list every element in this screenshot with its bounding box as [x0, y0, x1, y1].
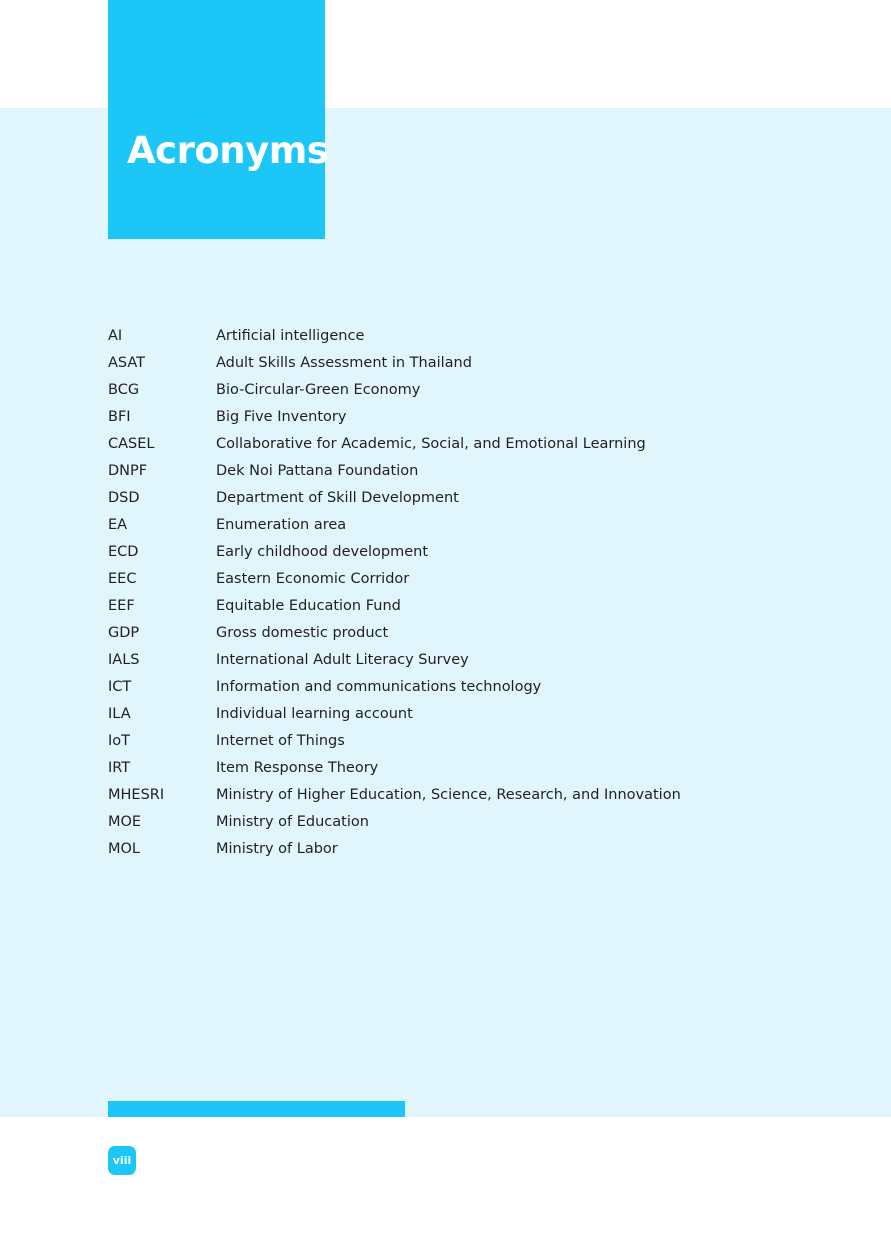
acronym-abbreviation: MOL	[108, 841, 141, 857]
acronym-row	[108, 485, 808, 512]
footer-accent-bar	[108, 1101, 405, 1117]
acronym-abbreviation: IoT	[108, 733, 131, 749]
acronym-row	[108, 782, 808, 809]
acronym-abbreviation: DSD	[108, 490, 140, 506]
acronym-definition: Early childhood development	[216, 544, 429, 560]
acronym-abbreviation: EEF	[108, 598, 135, 614]
acronym-definition: Department of Skill Development	[216, 490, 459, 506]
acronym-abbreviation: BCG	[108, 382, 140, 398]
acronym-row	[108, 458, 808, 485]
acronym-abbreviation: CASEL	[108, 436, 155, 452]
acronym-row	[108, 728, 808, 755]
acronym-definition: Ministry of Labor	[216, 841, 338, 857]
acronym-list	[108, 323, 808, 863]
acronym-row	[108, 539, 808, 566]
acronym-abbreviation: IRT	[108, 760, 131, 776]
acronym-row	[108, 701, 808, 728]
acronym-abbreviation: EA	[108, 517, 128, 533]
acronym-definition: Adult Skills Assessment in Thailand	[216, 355, 472, 371]
acronym-abbreviation: EEC	[108, 571, 137, 587]
acronym-row	[108, 755, 808, 782]
acronym-abbreviation: IALS	[108, 652, 140, 668]
acronym-row	[108, 512, 808, 539]
acronym-definition: Individual learning account	[216, 706, 413, 722]
acronym-definition: Big Five Inventory	[216, 409, 347, 425]
acronym-definition: Artificial intelligence	[216, 328, 365, 344]
acronym-definition: Internet of Things	[216, 733, 345, 749]
acronym-abbreviation: AI	[108, 328, 123, 344]
acronym-definition: Bio-Circular-Green Economy	[216, 382, 421, 398]
acronym-row	[108, 593, 808, 620]
acronym-abbreviation: DNPF	[108, 463, 148, 479]
acronym-definition: Ministry of Education	[216, 814, 369, 830]
page-number-badge: viii	[108, 1146, 136, 1175]
acronym-definition: Enumeration area	[216, 517, 347, 533]
title-block	[108, 0, 329, 239]
acronym-row	[108, 323, 808, 350]
acronym-definition: Item Response Theory	[216, 760, 379, 776]
acronym-definition: Eastern Economic Corridor	[216, 571, 410, 587]
acronym-abbreviation: ECD	[108, 544, 139, 560]
acronym-abbreviation: ICT	[108, 679, 132, 695]
acronym-abbreviation: ASAT	[108, 355, 146, 371]
acronym-row	[108, 566, 808, 593]
acronym-definition: Ministry of Higher Education, Science, Research, and Innovation	[216, 787, 681, 803]
acronym-row	[108, 809, 808, 836]
acronym-row	[108, 836, 808, 863]
acronym-definition: Dek Noi Pattana Foundation	[216, 463, 419, 479]
acronym-abbreviation: MHESRI	[108, 787, 165, 803]
acronym-abbreviation: BFI	[108, 409, 131, 425]
acronym-definition: International Adult Literacy Survey	[216, 652, 469, 668]
acronym-row	[108, 431, 808, 458]
acronym-row	[108, 647, 808, 674]
acronym-row	[108, 350, 808, 377]
acronym-abbreviation: MOE	[108, 814, 142, 830]
acronym-abbreviation: ILA	[108, 706, 131, 722]
acronym-row	[108, 620, 808, 647]
acronym-definition: Equitable Education Fund	[216, 598, 401, 614]
acronym-row	[108, 404, 808, 431]
page-title: Acronyms	[127, 129, 329, 172]
acronym-row	[108, 674, 808, 701]
acronym-definition: Information and communications technology	[216, 679, 542, 695]
acronym-abbreviation: GDP	[108, 625, 140, 641]
acronym-definition: Gross domestic product	[216, 625, 389, 641]
acronym-row	[108, 377, 808, 404]
acronym-definition: Collaborative for Academic, Social, and Emotional Learning	[216, 436, 646, 452]
